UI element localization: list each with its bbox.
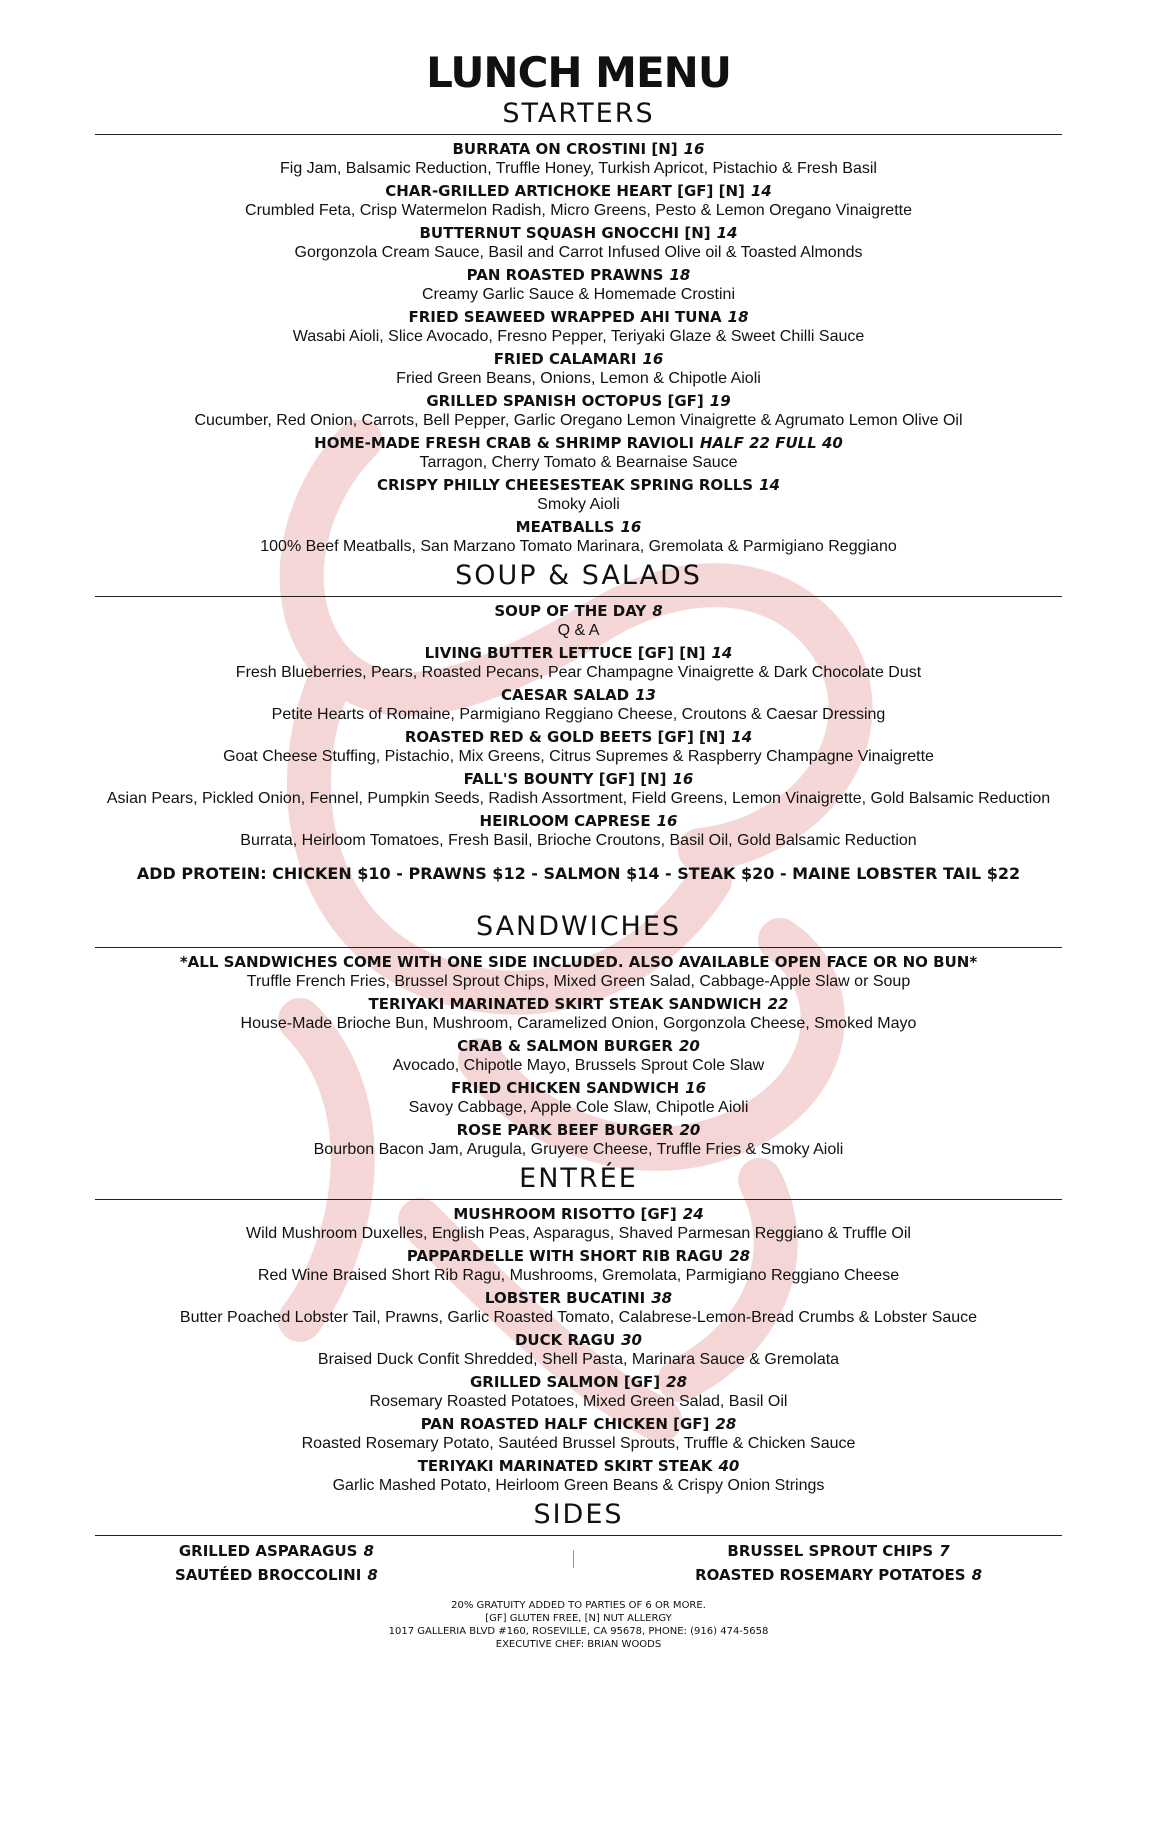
menu-item bbox=[95, 644, 1062, 682]
menu-item bbox=[95, 1373, 1062, 1411]
menu-item bbox=[95, 1205, 1062, 1243]
menu-item bbox=[95, 1121, 1062, 1159]
item-description: Fresh Blueberries, Pears, Roasted Pecans, Pear Champagne Vinaigrette & Dark Chocolate Dust bbox=[235, 664, 922, 681]
item-description: Petite Hearts of Romaine, Parmigiano Reggiano Cheese, Croutons & Caesar Dressing bbox=[271, 706, 886, 723]
side-item bbox=[175, 1566, 378, 1585]
item-name: PAPPARDELLE WITH SHORT RIB RAGU bbox=[406, 1247, 724, 1265]
item-description: Cucumber, Red Onion, Carrots, Bell Pepper, Garlic Oregano Lemon Vinaigrette & Agrumato Lemon Olive Oil bbox=[194, 412, 963, 429]
item-price: 14 bbox=[711, 644, 733, 662]
item-price: 22 bbox=[767, 995, 789, 1013]
side-item bbox=[695, 1566, 982, 1585]
menu-content bbox=[95, 50, 1062, 1651]
item-name: ROASTED ROSEMARY POTATOES bbox=[695, 1566, 966, 1584]
add-protein-note: ADD PROTEIN: CHICKEN $10 - PRAWNS $12 - SALMON $14 - STEAK $20 - MAINE LOBSTER TAIL $22 bbox=[136, 864, 1021, 883]
item-price: 14 bbox=[716, 224, 738, 242]
section-title-starters: STARTERS bbox=[502, 98, 655, 129]
sandwich-note: *ALL SANDWICHES COME WITH ONE SIDE INCLUDED. ALSO AVAILABLE OPEN FACE OR NO BUN* bbox=[179, 953, 978, 971]
item-description: Butter Poached Lobster Tail, Prawns, Garlic Roasted Tomato, Calabrese-Lemon-Bread Crumbs & Lobster Sauce bbox=[179, 1309, 978, 1326]
item-name: TERIYAKI MARINATED SKIRT STEAK bbox=[417, 1457, 713, 1475]
item-name: PAN ROASTED PRAWNS bbox=[466, 266, 664, 284]
menu-item bbox=[95, 1331, 1062, 1369]
item-description: Fried Green Beans, Onions, Lemon & Chipotle Aioli bbox=[396, 370, 761, 387]
item-description: Roasted Rosemary Potato, Sautéed Brussel Sprouts, Truffle & Chicken Sauce bbox=[301, 1435, 856, 1452]
item-description: Garlic Mashed Potato, Heirloom Green Beans & Crispy Onion Strings bbox=[332, 1477, 825, 1494]
item-description: Smoky Aioli bbox=[537, 496, 620, 513]
item-name: GRILLED SALMON [GF] bbox=[469, 1373, 661, 1391]
item-name: CRISPY PHILLY CHEESESTEAK SPRING ROLLS bbox=[377, 476, 754, 494]
menu-item bbox=[95, 728, 1062, 766]
menu-footer bbox=[95, 1599, 1062, 1651]
item-name: DUCK RAGU bbox=[514, 1331, 616, 1349]
sides-left-column bbox=[175, 1542, 378, 1585]
item-price: 28 bbox=[666, 1373, 688, 1391]
item-description: Rosemary Roasted Potatoes, Mixed Green Salad, Basil Oil bbox=[369, 1393, 788, 1410]
allergy-legend: [GF] GLUTEN FREE, [N] NUT ALLERGY bbox=[485, 1613, 672, 1624]
starters-list bbox=[95, 140, 1062, 556]
menu-item bbox=[95, 1079, 1062, 1117]
item-price: 24 bbox=[682, 1205, 704, 1223]
item-description: Burrata, Heirloom Tomatoes, Fresh Basil, Brioche Croutons, Basil Oil, Gold Balsamic Reduction bbox=[240, 832, 917, 849]
item-price: 28 bbox=[729, 1247, 751, 1265]
item-description: Bourbon Bacon Jam, Arugula, Gruyere Cheese, Truffle Fries & Smoky Aioli bbox=[313, 1141, 844, 1158]
item-description: Fig Jam, Balsamic Reduction, Truffle Honey, Turkish Apricot, Pistachio & Fresh Basil bbox=[280, 160, 877, 177]
item-description: House-Made Brioche Bun, Mushroom, Caramelized Onion, Gorgonzola Cheese, Smoked Mayo bbox=[240, 1015, 917, 1032]
item-price: 19 bbox=[709, 392, 731, 410]
menu-item bbox=[95, 1289, 1062, 1327]
item-price: 16 bbox=[685, 1079, 707, 1097]
menu-title: LUNCH MENU bbox=[426, 48, 731, 97]
item-name: ROASTED RED & GOLD BEETS [GF] [N] bbox=[404, 728, 726, 746]
item-name: GRILLED ASPARAGUS bbox=[178, 1542, 358, 1560]
item-price: 8 bbox=[367, 1566, 378, 1584]
item-price: 18 bbox=[669, 266, 691, 284]
menu-item bbox=[95, 266, 1062, 304]
item-name: SAUTÉED BROCCOLINI bbox=[175, 1566, 362, 1584]
menu-item bbox=[95, 350, 1062, 388]
item-price: 16 bbox=[642, 350, 664, 368]
item-name: BRUSSEL SPROUT CHIPS bbox=[727, 1542, 934, 1560]
item-name: CRAB & SALMON BURGER bbox=[457, 1037, 673, 1055]
item-price: 16 bbox=[656, 812, 678, 830]
menu-item bbox=[95, 686, 1062, 724]
item-description: Wasabi Aioli, Slice Avocado, Fresno Pepper, Teriyaki Glaze & Sweet Chilli Sauce bbox=[292, 328, 865, 345]
sides-right-column bbox=[695, 1542, 982, 1585]
item-name: LOBSTER BUCATINI bbox=[484, 1289, 646, 1307]
section-divider bbox=[95, 134, 1062, 135]
item-name: FRIED SEAWEED WRAPPED AHI TUNA bbox=[408, 308, 722, 326]
item-name: FRIED CALAMARI bbox=[493, 350, 637, 368]
item-price: 16 bbox=[683, 140, 705, 158]
item-name: GRILLED SPANISH OCTOPUS [GF] bbox=[426, 392, 704, 410]
item-description: Wild Mushroom Duxelles, English Peas, Asparagus, Shaved Parmesan Reggiano & Truffle Oil bbox=[246, 1225, 911, 1242]
entree-list bbox=[95, 1205, 1062, 1495]
item-price: 14 bbox=[731, 728, 753, 746]
item-name: FRIED CHICKEN SANDWICH bbox=[450, 1079, 680, 1097]
menu-item bbox=[95, 308, 1062, 346]
section-title-sides: SIDES bbox=[533, 1499, 624, 1530]
item-name: MEATBALLS bbox=[515, 518, 615, 536]
item-description: Crumbled Feta, Crisp Watermelon Radish, Micro Greens, Pesto & Lemon Oregano Vinaigrette bbox=[245, 202, 912, 219]
item-name: HEIRLOOM CAPRESE bbox=[479, 812, 651, 830]
menu-item bbox=[95, 602, 1062, 640]
item-name: TERIYAKI MARINATED SKIRT STEAK SANDWICH bbox=[368, 995, 762, 1013]
item-name: HOME-MADE FRESH CRAB & SHRIMP RAVIOLI bbox=[314, 434, 694, 452]
menu-item bbox=[95, 1247, 1062, 1285]
section-divider bbox=[95, 1199, 1062, 1200]
item-description: Goat Cheese Stuffing, Pistachio, Mix Greens, Citrus Supremes & Raspberry Champagne Vinaigrette bbox=[223, 748, 934, 765]
menu-item bbox=[95, 770, 1062, 808]
item-price: 13 bbox=[635, 686, 656, 704]
item-price: 7 bbox=[939, 1542, 950, 1560]
sandwiches-list bbox=[95, 995, 1062, 1159]
menu-item bbox=[95, 518, 1062, 556]
item-name: BUTTERNUT SQUASH GNOCCHI [N] bbox=[419, 224, 711, 242]
item-name: CHAR-GRILLED ARTICHOKE HEART [GF] [N] bbox=[385, 182, 745, 200]
menu-item bbox=[95, 434, 1062, 472]
item-price: 40 bbox=[718, 1457, 740, 1475]
menu-item bbox=[95, 182, 1062, 220]
item-price: 8 bbox=[363, 1542, 374, 1560]
item-description: Gorgonzola Cream Sauce, Basil and Carrot Infused Olive oil & Toasted Almonds bbox=[294, 244, 863, 261]
section-divider bbox=[95, 1535, 1062, 1536]
item-price: 28 bbox=[715, 1415, 737, 1433]
section-divider bbox=[95, 596, 1062, 597]
item-price: 18 bbox=[727, 308, 749, 326]
soup-salads-list bbox=[95, 602, 1062, 850]
menu-item bbox=[95, 1037, 1062, 1075]
item-description: Q & A bbox=[557, 622, 600, 639]
item-price: HALF 22 FULL 40 bbox=[699, 434, 843, 452]
item-price: 16 bbox=[672, 770, 694, 788]
sandwich-side-note bbox=[95, 953, 1062, 991]
menu-item bbox=[95, 1415, 1062, 1453]
item-description: Avocado, Chipotle Mayo, Brussels Sprout Cole Slaw bbox=[392, 1057, 765, 1074]
item-description: Creamy Garlic Sauce & Homemade Crostini bbox=[422, 286, 735, 303]
menu-item bbox=[95, 224, 1062, 262]
item-name: FALL'S BOUNTY [GF] [N] bbox=[463, 770, 667, 788]
menu-item bbox=[95, 140, 1062, 178]
item-description: 100% Beef Meatballs, San Marzano Tomato Marinara, Gremolata & Parmigiano Reggiano bbox=[260, 538, 897, 555]
item-description: Asian Pears, Pickled Onion, Fennel, Pumpkin Seeds, Radish Assortment, Field Greens, Lemon Vinaigrette, Gold Balsamic Reduction bbox=[106, 790, 1051, 807]
menu-item bbox=[95, 392, 1062, 430]
item-description: Tarragon, Cherry Tomato & Bearnaise Sauce bbox=[419, 454, 738, 471]
item-description: Braised Duck Confit Shredded, Shell Pasta, Marinara Sauce & Gremolata bbox=[317, 1351, 840, 1368]
item-description: Savoy Cabbage, Apple Cole Slaw, Chipotle Aioli bbox=[408, 1099, 749, 1116]
item-price: 38 bbox=[651, 1289, 673, 1307]
section-title-soup-salads: SOUP & SALADS bbox=[455, 560, 702, 591]
item-price: 20 bbox=[679, 1121, 701, 1139]
section-divider bbox=[95, 947, 1062, 948]
section-title-sandwiches: SANDWICHES bbox=[475, 911, 682, 942]
side-item bbox=[727, 1542, 949, 1561]
item-price: 20 bbox=[678, 1037, 700, 1055]
item-price: 8 bbox=[652, 602, 663, 620]
item-price: 30 bbox=[621, 1331, 642, 1349]
menu-item bbox=[95, 812, 1062, 850]
item-description: Red Wine Braised Short Rib Ragu, Mushrooms, Gremolata, Parmigiano Reggiano Cheese bbox=[257, 1267, 900, 1284]
item-price: 16 bbox=[620, 518, 642, 536]
item-name: SOUP OF THE DAY bbox=[494, 602, 647, 620]
sides-divider bbox=[573, 1550, 574, 1568]
side-item bbox=[179, 1542, 374, 1561]
item-name: CAESAR SALAD bbox=[501, 686, 630, 704]
item-name: LIVING BUTTER LETTUCE [GF] [N] bbox=[424, 644, 706, 662]
gratuity-note: 20% GRATUITY ADDED TO PARTIES OF 6 OR MORE. bbox=[451, 1600, 706, 1611]
menu-item bbox=[95, 995, 1062, 1033]
item-price: 14 bbox=[759, 476, 780, 494]
item-price: 14 bbox=[750, 182, 772, 200]
menu-item bbox=[95, 1457, 1062, 1495]
executive-chef: EXECUTIVE CHEF: BRIAN WOODS bbox=[495, 1639, 662, 1650]
item-price: 8 bbox=[971, 1566, 982, 1584]
item-name: MUSHROOM RISOTTO [GF] bbox=[453, 1205, 677, 1223]
item-name: BURRATA ON CROSTINI [N] bbox=[452, 140, 678, 158]
item-name: ROSE PARK BEEF BURGER bbox=[456, 1121, 674, 1139]
sandwich-note-sides: Truffle French Fries, Brussel Sprout Chips, Mixed Green Salad, Cabbage-Apple Slaw or Soup bbox=[246, 973, 911, 990]
item-name: PAN ROASTED HALF CHICKEN [GF] bbox=[420, 1415, 710, 1433]
address-phone: 1017 GALLERIA BLVD #160, ROSEVILLE, CA 95678, PHONE: (916) 474-5658 bbox=[388, 1626, 769, 1637]
sides-grid bbox=[95, 1542, 1062, 1585]
menu-item bbox=[95, 476, 1062, 514]
section-title-entree: ENTRÉE bbox=[519, 1163, 638, 1194]
